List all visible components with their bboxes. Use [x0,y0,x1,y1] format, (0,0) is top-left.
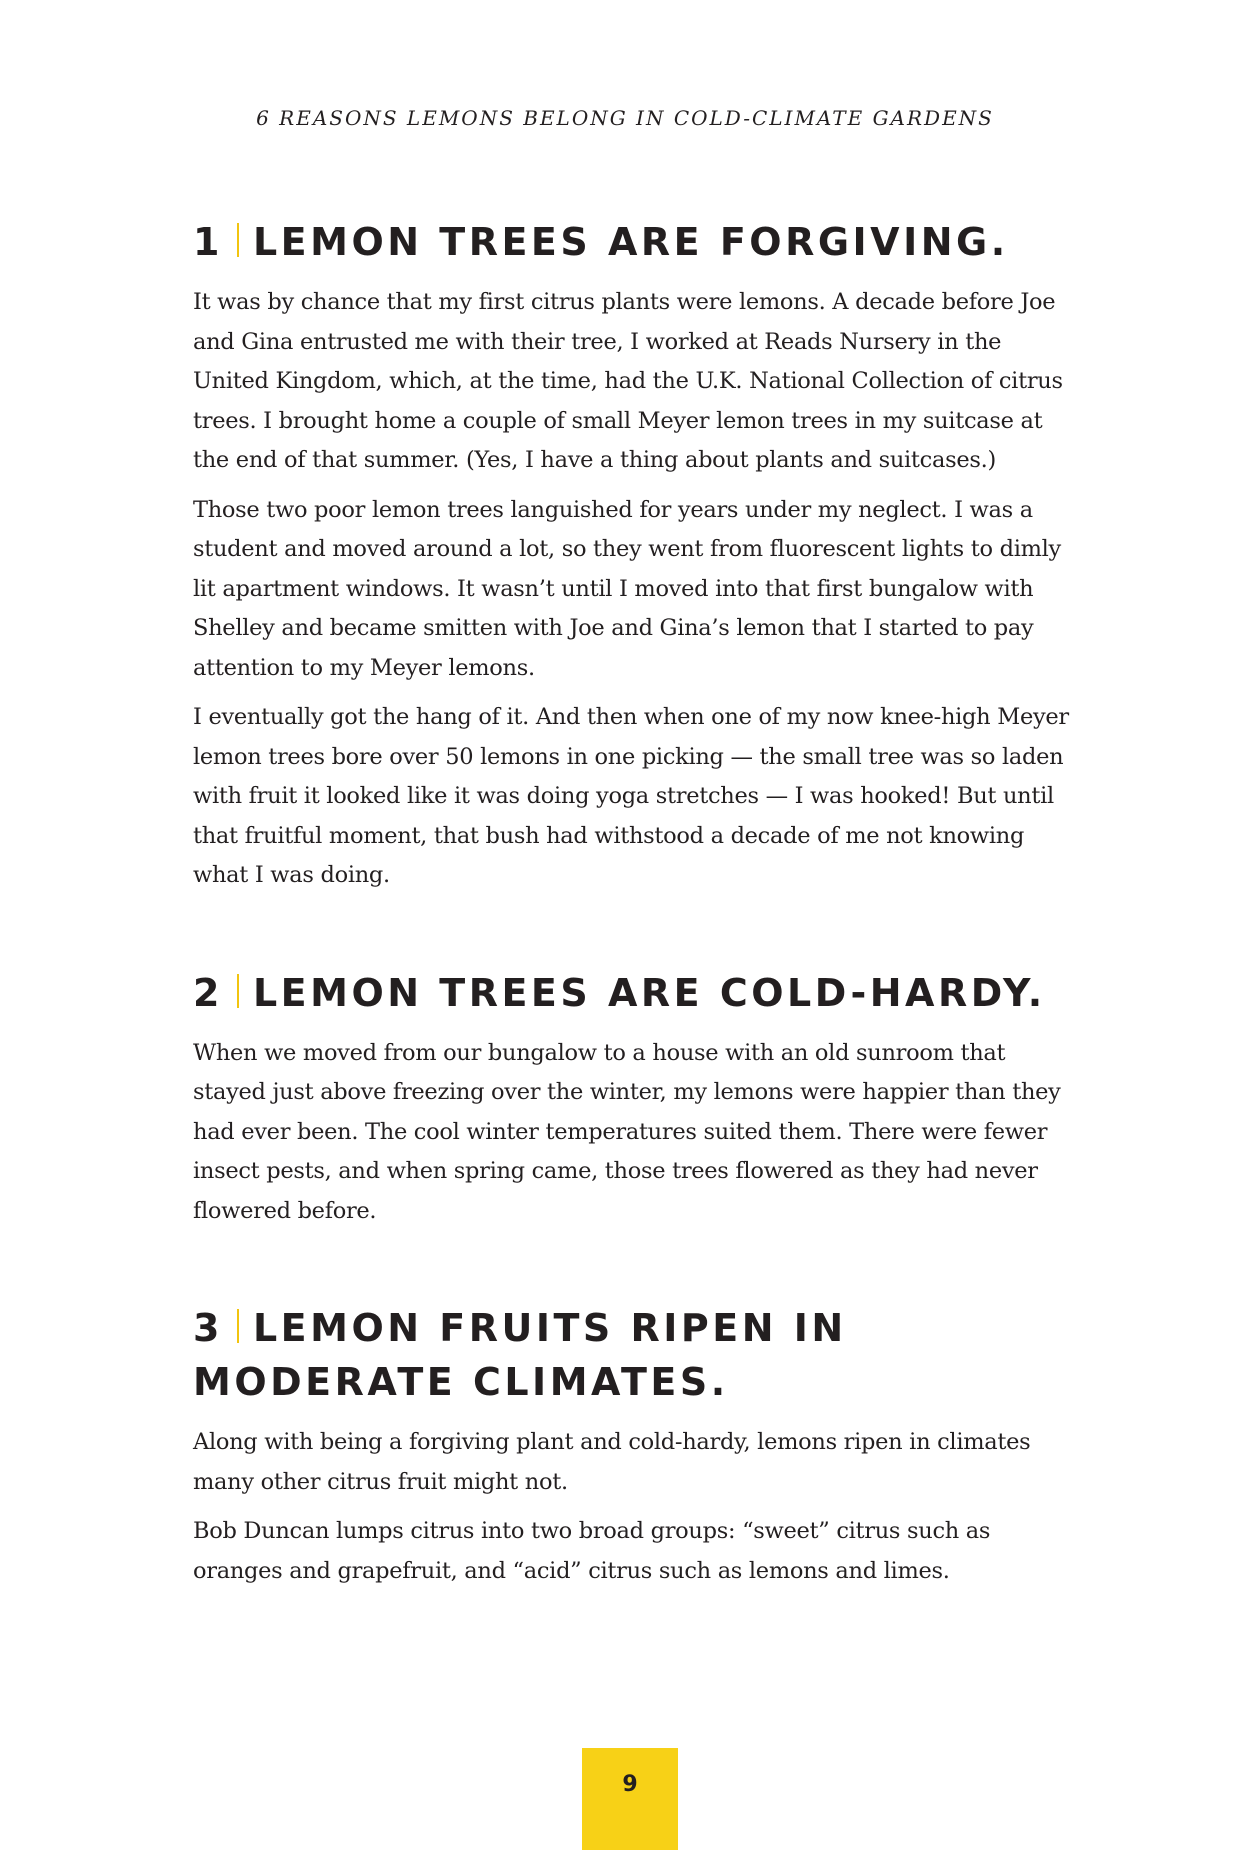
paragraph: Those two poor lemon trees languished for years under my neglect. I was a student and moved around a lot, so they went from fluorescent lights to dimly lit apartment windows. It wasn’t until I moved into that first bungalow with Shelley and became smitten with Joe and Gina’s lemon that I started to pay attention to my Meyer lemons. [193,496,1061,681]
section-3 [193,1301,1073,1591]
section-number: 2 [193,970,223,1015]
section-title: LEMON TREES ARE COLD-HARDY. [252,970,1046,1015]
section-2 [193,966,1073,1232]
section-title-line-2: MODERATE CLIMATES. [193,1360,729,1404]
paragraph: When we moved from our bungalow to a house with an old sunroom that stayed just above freezing over the winter, my lemons were happier than they had ever been. The cool winter temperatures suited them. There were fewer insect pests, and when spring came, those trees flowered as they had never flowered before. [193,1039,1061,1224]
section-1 [193,215,1073,896]
page-number-tab [582,1748,678,1850]
section-heading [193,966,1073,1020]
running-head: 6 REASONS LEMONS BELONG IN COLD-CLIMATE GARDENS [256,106,994,130]
heading-divider [237,974,239,1008]
paragraph: It was by chance that my first citrus plants were lemons. A decade before Joe and Gina entrusted me with their tree, I worked at Reads Nursery in the United Kingdom, which, at the time, had the U.K. National Collection of citrus trees. I brought home a couple of small Meyer lemon trees in my suitcase at the end of that summer. (Yes, I have a thing about plants and suitcases.) [193,289,1063,473]
section-title-line-1: LEMON FRUITS RIPEN IN [252,1306,847,1350]
section-heading [193,215,1073,269]
page-content [193,215,1073,1601]
section-number: 1 [193,220,223,264]
page-number: 9 [622,1772,638,1797]
section-title: LEMON TREES ARE FORGIVING. [252,220,1009,264]
paragraph: I eventually got the hang of it. And then when one of my now knee-high Meyer lemon trees bore over 50 lemons in one picking — the small tree was so laden with fruit it looked like it was doing yoga stretches — I was hooked! But until that fruitful moment, that bush had withstood a decade of me not knowing what I was doing. [193,704,1069,888]
section-heading [193,1301,1073,1409]
section-number: 3 [193,1306,223,1350]
heading-divider [237,1309,239,1343]
paragraph: Along with being a forgiving plant and cold-hardy, lemons ripen in climates many other citrus fruit might not. [193,1429,1031,1495]
paragraph: Bob Duncan lumps citrus into two broad groups: “sweet” citrus such as oranges and grapefruit, and “acid” citrus such as lemons and limes. [193,1518,991,1584]
heading-divider [237,223,239,257]
